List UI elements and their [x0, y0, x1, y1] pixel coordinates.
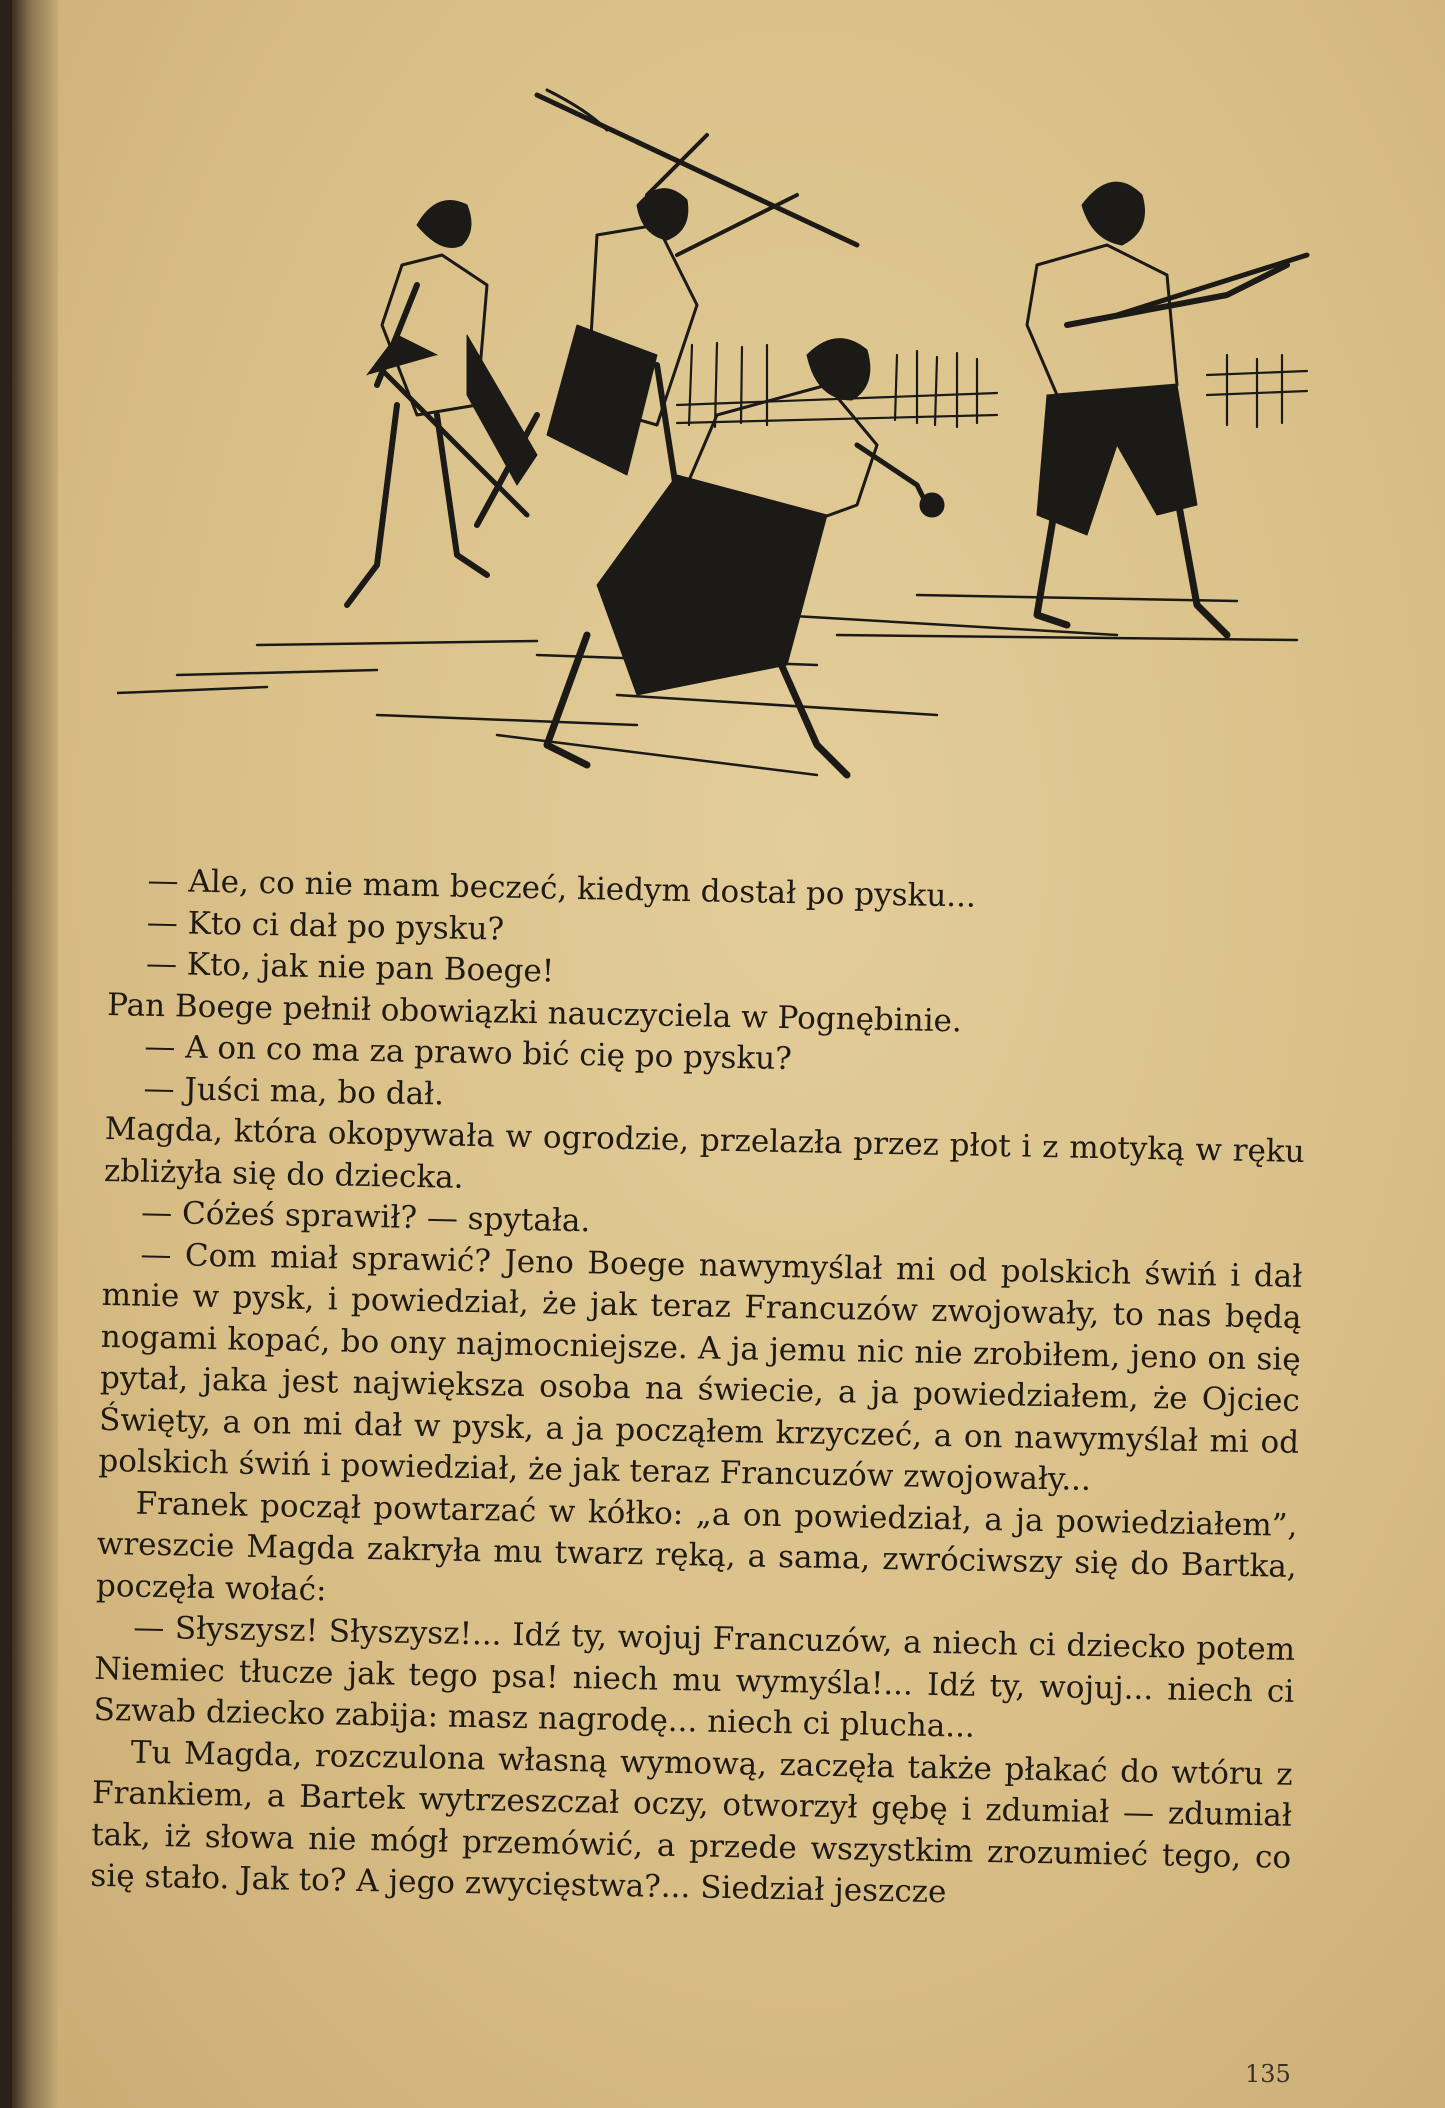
man-left: [347, 201, 537, 606]
paragraph: Franek począł powtarzać w kółko: „a on powiedział, a ja powiedziałem”, wreszcie Magda zakryła mu twarz ręką, a sama, zwróciwszy się do Bartka, poczęła wołać:: [95, 1485, 1298, 1608]
paragraph: — Juści ma, bo dał.: [143, 1070, 445, 1112]
paragraph: — Cóżeś sprawił? — spytała.: [140, 1194, 591, 1240]
paragraph: Tu Magda, rozczulona własną wymową, zaczęła także płakać do wtóru z Frankiem, a Bartek wytrzeszczał oczy, otworzył gębę i zdumiał — zdumiał tak, iż słowa nie mógł przemówić, a przede wszystkim zrozumieć tego, co się stało. Jak to? A jego zwycięstwa?... Siedział jeszcze: [90, 1734, 1294, 1911]
paragraph: — Com miał sprawić? Jeno Boege nawymyślał mi od polskich świń i dał mnie w pysk, i powiedział, że jak teraz Francuzów zwojowały, to nas będą nogami kopać, bo ony najmocniejsze. A ja jemu nic nie zrobiłem, jeno on się pytał, jaka jest największa osoba na świecie, a ja powiedziałem, że Ojciec Święty, a on mi dał w pysk, a ja począłem krzyczeć, a on nawymyślał mi od polskich świń i powiedział, że jak teraz Francuzów zwojowały...: [98, 1236, 1303, 1498]
paragraph: — Ale, co nie mam beczeć, kiedym dostał po pysku...: [147, 862, 977, 915]
paragraph: — Kto ci dał po pysku?: [146, 904, 505, 948]
man-right: [1027, 182, 1307, 635]
fence: [677, 343, 1307, 427]
paragraph: — Słyszysz! Słyszysz!... Idź ty, wojuj Francuzów, a niech ci dziecko potem Niemiec tłucze jak tego psa! niech mu wymyśla!... Idź ty, wojuj... niech ci Szwab dziecko zabija: masz nagrodę... niech ci plucha...: [93, 1609, 1296, 1745]
page-text: [90, 860, 1310, 1920]
paragraph: Magda, która okopywała w ogrodzie, przelazła przez płot i z motyką w ręku zbliżyła się do dziecka.: [103, 1110, 1305, 1196]
book-page: [12, 0, 1445, 2108]
fight-illustration: [117, 75, 1347, 795]
page-number: 135: [1245, 2060, 1291, 2088]
book-spine: [12, 0, 58, 2108]
paragraph: Pan Boege pełnił obowiązki nauczyciela w Pognębinie.: [106, 986, 963, 1039]
paragraph: — A on co ma za prawo bić cię po pysku?: [144, 1028, 793, 1078]
paragraph: — Kto, jak nie pan Boege!: [145, 945, 555, 990]
